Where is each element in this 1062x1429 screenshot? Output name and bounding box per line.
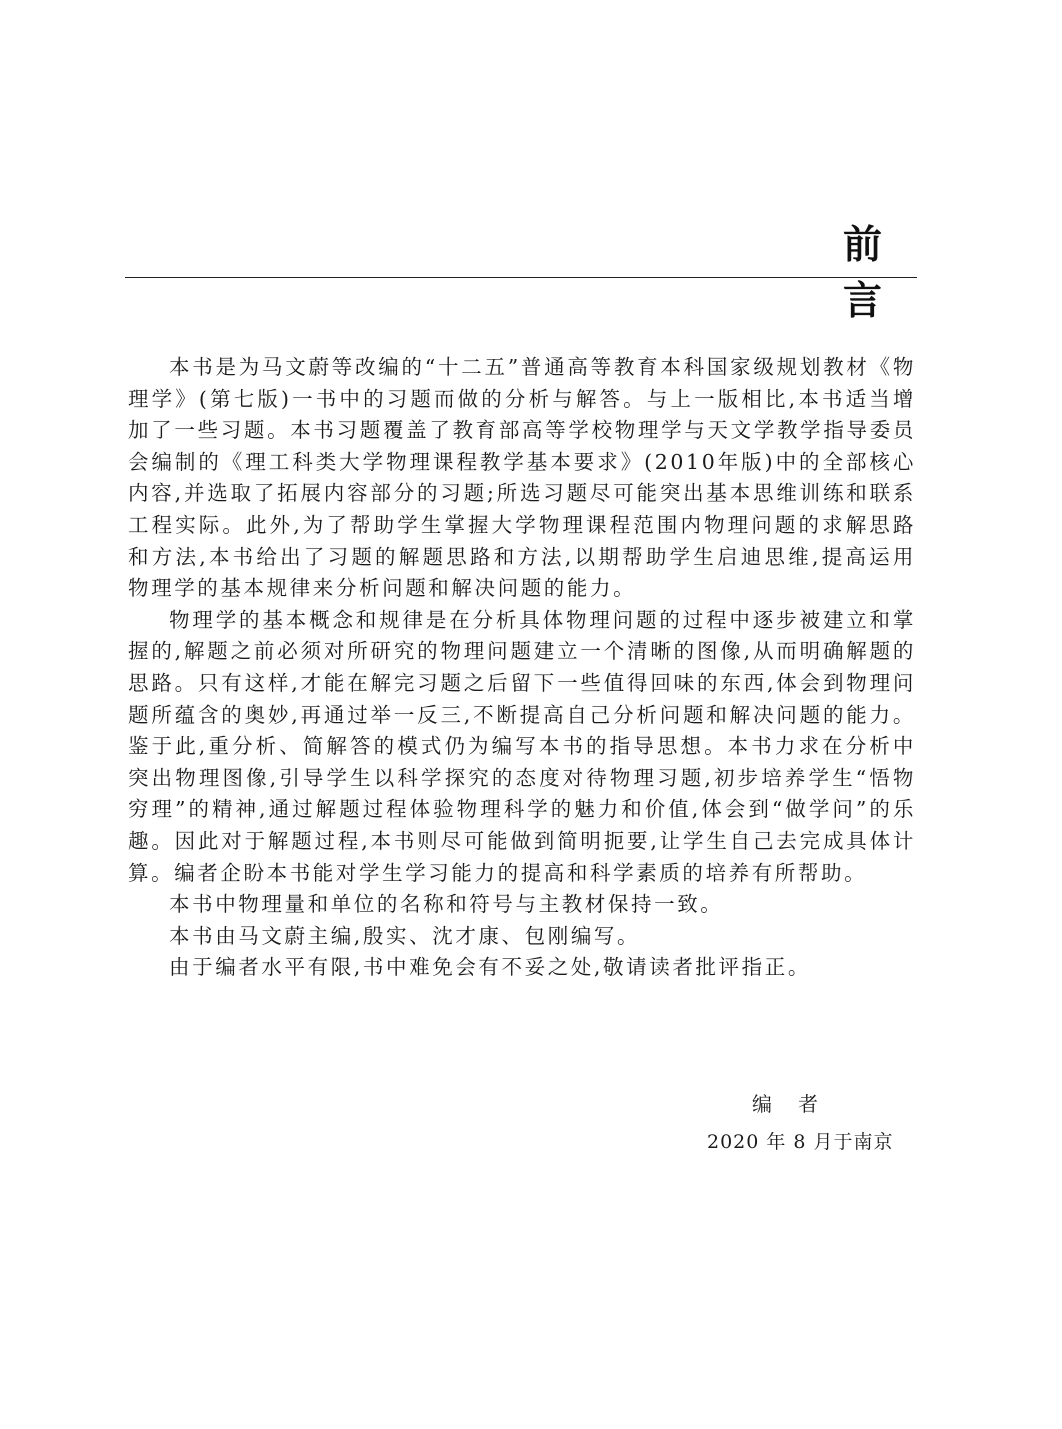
signature-author: 编者 [752,1092,844,1116]
page-title: 前言 [842,223,920,324]
paragraph-5: 由于编者水平有限,书中难免会有不妥之处,敬请读者批评指正。 [169,955,811,980]
paragraph-3: 本书中物理量和单位的名称和符号与主教材保持一致。 [169,892,724,917]
signature-date: 2020 年 8 月于南京 [707,1131,894,1153]
paragraph-2: 物理学的基本概念和规律是在分析具体物理问题的过程中逐步被建立和掌握的,解题之前必须对所研究的物理问题建立一个清晰的图像,从而明确解题的思路。只有这样,才能在解完习题之后留下一些值得回味的东西,体会到物理问题所蕴含的奥妙,再通过举一反三,不断提高自己分析问题和解决问题的能力。鉴于此,重分析、简解答的模式仍为编写本书的指导思想。本书力求在分析中突出物理图像,引导学生以科学探究的态度对待物理习题,初步培养学生“悟物穷理”的精神,通过解题过程体验物理科学的魅力和价值,体会到“做学问”的乐趣。因此对于解题过程,本书则尽可能做到简明扼要,让学生自己去完成具体计算。编者企盼本书能对学生学习能力的提高和科学素质的培养有所帮助。 [128,607,916,885]
paragraph-1: 本书是为马文蔚等改编的“十二五”普通高等教育本科国家级规划教材《物理学》(第七版)一书中的习题而做的分析与解答。与上一版相比,本书适当增加了一些习题。本书习题覆盖了教育部高等学校物理学与天文学教学指导委员会编制的《理工科类大学物理课程教学基本要求》(2010年版)中的全部核心内容,并选取了拓展内容部分的习题;所选习题尽可能突出基本思维训练和联系工程实际。此外,为了帮助学生掌握大学物理课程范围内物理问题的求解思路和方法,本书给出了习题的解题思路和方法,以期帮助学生启迪思维,提高运用物理学的基本规律来分析问题和解决问题的能力。 [128,355,916,601]
preface-body [128,352,916,984]
title-divider [125,277,917,278]
paragraph-4: 本书由马文蔚主编,殷实、沈才康、包刚编写。 [169,923,641,948]
